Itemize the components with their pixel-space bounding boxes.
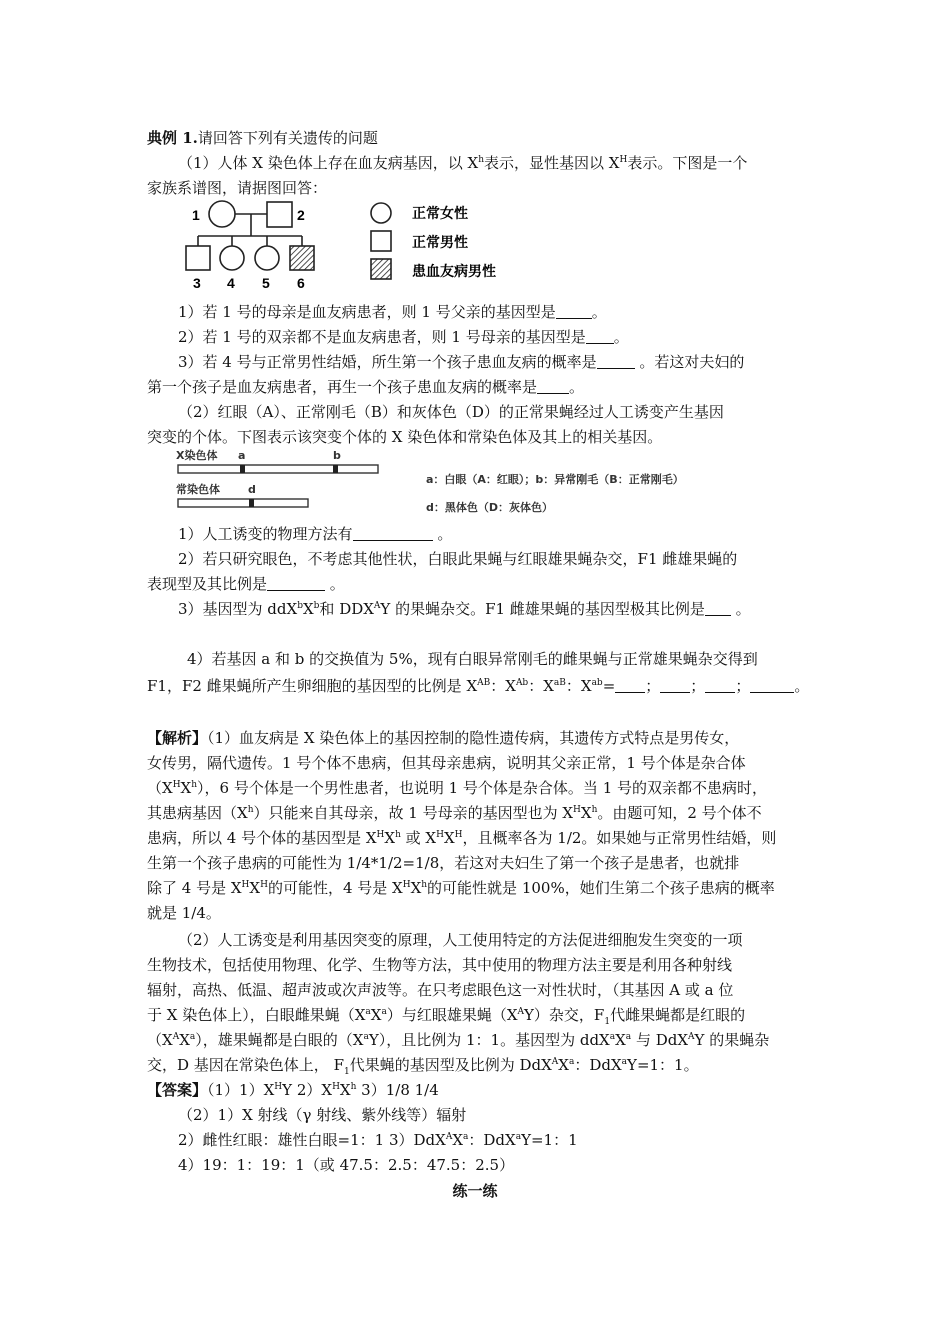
text: 与 DdX <box>635 1031 689 1049</box>
text: 生第一个孩子患病的可能性为 1/4*1/2=1/8，若这对夫妇生了第一个孩子是患者，也就排 <box>147 854 740 872</box>
analysis-p2-line4: 于 X 染色体上），白眼雌果蝇$(X^aX^a)$与红眼雄果蝇$(X^AY)$杂交，$F_1$代雌果蝇都是红眼的 <box>147 1006 746 1027</box>
text: 3）基因型为 ddX <box>178 600 298 618</box>
text: 其患病基因（X <box>147 804 248 822</box>
sup: Ab <box>515 678 529 688</box>
blank <box>586 329 614 344</box>
text: 。 <box>569 378 585 396</box>
legend-male: 正常男性 <box>412 235 468 251</box>
analysis-line1 <box>147 728 807 748</box>
gene-d-band <box>249 499 254 507</box>
pedigree-label-4: 4 <box>227 275 235 291</box>
gene-b-label: b <box>333 449 341 462</box>
gene-b-band <box>333 465 338 473</box>
legend-female: 正常女性 <box>412 206 468 222</box>
blank <box>705 678 735 693</box>
answer-line4 <box>178 1155 808 1175</box>
sup: AB <box>477 678 491 688</box>
text: 突变的个体。下图表示该突变个体的 X 染色体和常染色体及其上的相关基因。 <box>147 428 663 446</box>
analysis-line6 <box>147 853 807 873</box>
sup: ab <box>591 678 603 688</box>
pedigree-label-5: 5 <box>262 275 270 291</box>
text: F1，F2 雌果蝇所产生卵细胞的基因型的比例是 X <box>147 677 478 695</box>
text: ：X <box>490 677 516 695</box>
analysis-p2-line6: 交，D 基因在常染色体上， $F_1$代果蝇的基因型及比例为 $DdX^AX^a$：DdX$^a$Y=1：1。 <box>147 1056 699 1077</box>
practice-title: 练一练 <box>452 1182 498 1200</box>
text: ），雄果蝇都是白眼的（X <box>195 1031 364 1049</box>
text: 。 <box>591 303 607 321</box>
individual-3-male <box>186 246 210 270</box>
text: 3）1/8 1/4 <box>356 1081 439 1099</box>
blank <box>597 354 635 369</box>
text: 。 <box>613 328 629 346</box>
p1-line2 <box>147 178 807 198</box>
sup: b <box>297 601 303 611</box>
text: 代雌果蝇都是红眼的 <box>610 1006 746 1024</box>
text: 。 <box>437 525 453 543</box>
blank <box>660 678 690 693</box>
text: ），6 号个体是一个男性患者，也说明 1 号个体是杂合体。当 1 号的双亲都不患病时， <box>197 779 768 797</box>
sup: A <box>373 601 381 611</box>
text: ：X <box>528 677 554 695</box>
text: 2）若 1 号的双亲都不是血友病患者，则 1 号母亲的基因型是 <box>178 328 586 346</box>
q3-line2 <box>147 377 807 397</box>
legend-patient-symbol <box>371 259 391 279</box>
pedigree-svg <box>174 196 519 292</box>
analysis-p2-line5: $(X^AX^a)$，雄果蝇都是白眼的$(X^aY)$，且比例为 1：1。基因型为 $ddX^aX^a$ 与 DdX$^A$Y 的果蝇杂 <box>147 1031 770 1049</box>
text: 交，D 基因在常染色体上， F <box>147 1056 344 1074</box>
pedigree-label-6: 6 <box>297 275 305 291</box>
text: Y 的果蝇杂 <box>694 1031 770 1049</box>
sup: H <box>619 155 628 165</box>
autosome <box>178 499 308 507</box>
text: 表示，显性基因以 X <box>484 154 620 172</box>
text: ）与红眼雄果蝇（X <box>386 1006 518 1024</box>
p2-line1 <box>178 402 808 422</box>
text: 于 X 染色体上），白眼雌果蝇（X <box>147 1006 366 1024</box>
text: 2）雌性红眼：雄性白眼=1：1 3）DdX <box>178 1131 446 1149</box>
text: 的可能性，4 号是 X <box>267 879 403 897</box>
pedigree-label-3: 3 <box>193 275 201 291</box>
pedigree-label-2: 2 <box>297 207 305 223</box>
text: 代果蝇的基因型及比例为 DdX <box>349 1056 552 1074</box>
analysis-line7: 除了 4 号是 $X^HX^H$的可能性，4 号是 $X^HX^h$的可能性就是 100%，她们生第二个孩子患病的概率 <box>147 879 775 897</box>
example-heading: 典例 1. <box>147 129 198 147</box>
text: （2）人工诱变是利用基因突变的原理，人工使用特定的方法促进细胞发生突变的一项 <box>178 931 743 949</box>
text: （X <box>147 779 173 797</box>
analysis-line2 <box>147 753 807 773</box>
blank <box>267 576 325 591</box>
q3-line1 <box>178 352 808 372</box>
text: Y）杂交，F <box>524 1006 605 1024</box>
blank <box>353 526 433 541</box>
gene-d-label: d <box>248 483 256 496</box>
text: 3）若 4 号与正常男性结婚，所生第一个孩子患血友病的概率是 <box>178 353 597 371</box>
gene-a-band <box>240 465 245 473</box>
text: 女传男，隔代遗传。1 号个体不患病，但其母亲患病，说明其父亲正常，1 号个体是杂合体 <box>147 754 746 772</box>
text: 1）若 1 号的母亲是血友病患者，则 1 号父亲的基因型是 <box>178 303 556 321</box>
text: 。 <box>735 600 751 618</box>
text: 的可能性就是 100%，她们生第二个孩子患病的概率 <box>427 879 775 897</box>
text: 就是 1/4。 <box>147 904 221 922</box>
x-chromosome <box>178 465 378 473</box>
sup: h <box>478 155 485 165</box>
text: 2）若只研究眼色，不考虑其他性状，白眼此果蝇与红眼雄果蝇杂交，F1 雌雄果蝇的 <box>178 550 738 568</box>
text: 患病，所以 4 号个体的基因型是 X <box>147 829 377 847</box>
legend-patient: 患血友病男性 <box>412 264 496 280</box>
blank <box>537 379 569 394</box>
text: （1）血友病是 X 染色体上的基因控制的隐性遗传病，其遗传方式特点是男传女， <box>207 729 740 747</box>
chromo-legend-1: a：白眼（A：红眼）；b：异常刚毛（B：正常刚毛） <box>426 473 684 486</box>
text: = <box>602 677 616 695</box>
legend-female-symbol <box>371 203 391 223</box>
text: ； <box>735 677 751 695</box>
blank <box>705 601 731 616</box>
text: ：X <box>565 677 592 695</box>
text: Y=1：1。 <box>627 1056 699 1074</box>
q2-line <box>178 327 808 347</box>
example-title: 请回答下列有关遗传的问题 <box>197 129 378 147</box>
s2-line2 <box>147 574 807 594</box>
text: 1）人工诱变的物理方法有 <box>178 525 353 543</box>
chromo-legend-2: d：黑体色（D：灰体色） <box>426 501 554 514</box>
text: ； <box>690 677 706 695</box>
q1-line <box>178 302 808 322</box>
s4-line1 <box>187 649 807 669</box>
p2-line2 <box>147 427 807 447</box>
analysis-tag: 【解析】 <box>147 729 208 747</box>
text: ：DdX <box>574 1056 622 1074</box>
text: 和 DDX <box>319 600 374 618</box>
answer-line2 <box>178 1105 808 1125</box>
text: （X <box>147 1031 173 1049</box>
individual-2-male <box>267 202 292 227</box>
example-heading-line <box>147 128 807 148</box>
text: 。 <box>329 575 345 593</box>
pedigree-figure <box>174 196 519 292</box>
p1-line1 <box>178 153 808 173</box>
x-chromosome-label: X染色体 <box>176 449 218 462</box>
text: （2）红眼（A）、正常刚毛（B）和灰体色（D）的正常果蝇经过人工诱变产生基因 <box>178 403 724 421</box>
analysis-p2-line2 <box>147 955 807 975</box>
text: Y=1：1 <box>521 1131 578 1149</box>
blank <box>615 678 645 693</box>
text: 表示。下图是一个 <box>627 154 748 172</box>
text: Y 2）X <box>282 1081 333 1099</box>
answer-tag: 【答案】 <box>147 1081 208 1099</box>
text: 除了 4 号是 X <box>147 879 242 897</box>
text: 。 <box>794 677 810 695</box>
text: ，且概率各为 1/2。如果她与正常男性结婚，则 <box>462 829 777 847</box>
text: （1）人体 X 染色体上存在血友病基因，以 X <box>178 154 479 172</box>
gene-a-label: a <box>238 449 246 462</box>
s4-line2 <box>147 676 810 696</box>
text: 。由题可知，2 号个体不 <box>597 804 762 822</box>
text: （2）1）X 射线（γ 射线、紫外线等）辐射 <box>178 1106 467 1124</box>
text: ：DdX <box>468 1131 516 1149</box>
analysis-line3: $(X^HX^h)$，6 号个体是一个男性患者，也说明 1 号个体是杂合体。当 1 号的双亲都不患病时， <box>147 779 768 797</box>
text: 4）19：1：19：1（或 47.5：2.5：47.5：2.5） <box>178 1156 515 1174</box>
pedigree-label-1: 1 <box>192 207 200 223</box>
text: ； <box>645 677 661 695</box>
legend-male-symbol <box>371 231 391 251</box>
analysis-p2-line1 <box>178 930 808 950</box>
text: 4）若基因 a 和 b 的交换值为 5%，现有白眼异常刚毛的雌果蝇与正常雄果蝇杂交得到 <box>187 650 758 668</box>
blank <box>750 678 794 693</box>
s1-line <box>178 524 808 544</box>
text: 表现型及其比例是 <box>147 575 268 593</box>
s3-line <box>178 599 808 619</box>
individual-4-female <box>220 246 244 270</box>
text: ）只能来自其母亲，故 1 号母亲的基因型也为 X <box>253 804 574 822</box>
analysis-line8 <box>147 903 807 923</box>
text: 辐射，高热、低温、超声波或次声波等。在只考虑眼色这一对性状时，（其基因 A 或 a 位 <box>147 981 734 999</box>
text: 第一个孩子是血友病患者，再生一个孩子患血友病的概率是 <box>147 378 538 396</box>
text: 或 X <box>405 829 437 847</box>
text: （1）1）X <box>207 1081 275 1099</box>
chromosome-figure <box>176 448 721 520</box>
analysis-line4: 其患病基因$(X^h)$只能来自其母亲，故 1 号母亲的基因型也为 $X^HX^h$。由题可知，2 号个体不 <box>147 804 762 822</box>
s2-line1 <box>178 549 808 569</box>
text: Y），且比例为 1：1。基因型为 ddX <box>368 1031 610 1049</box>
chromosome-svg <box>176 448 721 520</box>
sup: b <box>313 601 320 611</box>
answer-line3: 2）雌性红眼：雄性白眼=1：1 $3)DdX^AX^a$：DdX$^a$Y=1：1 <box>178 1131 578 1149</box>
analysis-p2-line3 <box>147 980 807 1000</box>
text: X <box>302 600 314 618</box>
text: 家族系谱图，请据图回答： <box>147 179 328 197</box>
analysis-line5: 患病，所以 4 号个体的基因型是 $X^HX^h$ 或 $X^HX^H$，且概率各为 1/2。如果她与正常男性结婚，则 <box>147 829 777 847</box>
blank <box>556 304 592 319</box>
answer-line1: 【答案】$(1)1)X^HY$ $2)X^HX^h$ 3）1/8 1/4 <box>147 1081 439 1099</box>
individual-5-female <box>255 246 279 270</box>
autosome-label: 常染色体 <box>176 483 220 496</box>
text: 生物技术，包括使用物理、化学、生物等方法，其中使用的物理方法主要是利用各种射线 <box>147 956 733 974</box>
sup: aB <box>553 678 566 688</box>
individual-1-female <box>209 201 235 227</box>
text: 。若这对夫妇的 <box>639 353 745 371</box>
text: Y 的果蝇杂交。F1 雌雄果蝇的基因型极其比例是 <box>380 600 705 618</box>
individual-6-affected-male <box>290 246 314 270</box>
